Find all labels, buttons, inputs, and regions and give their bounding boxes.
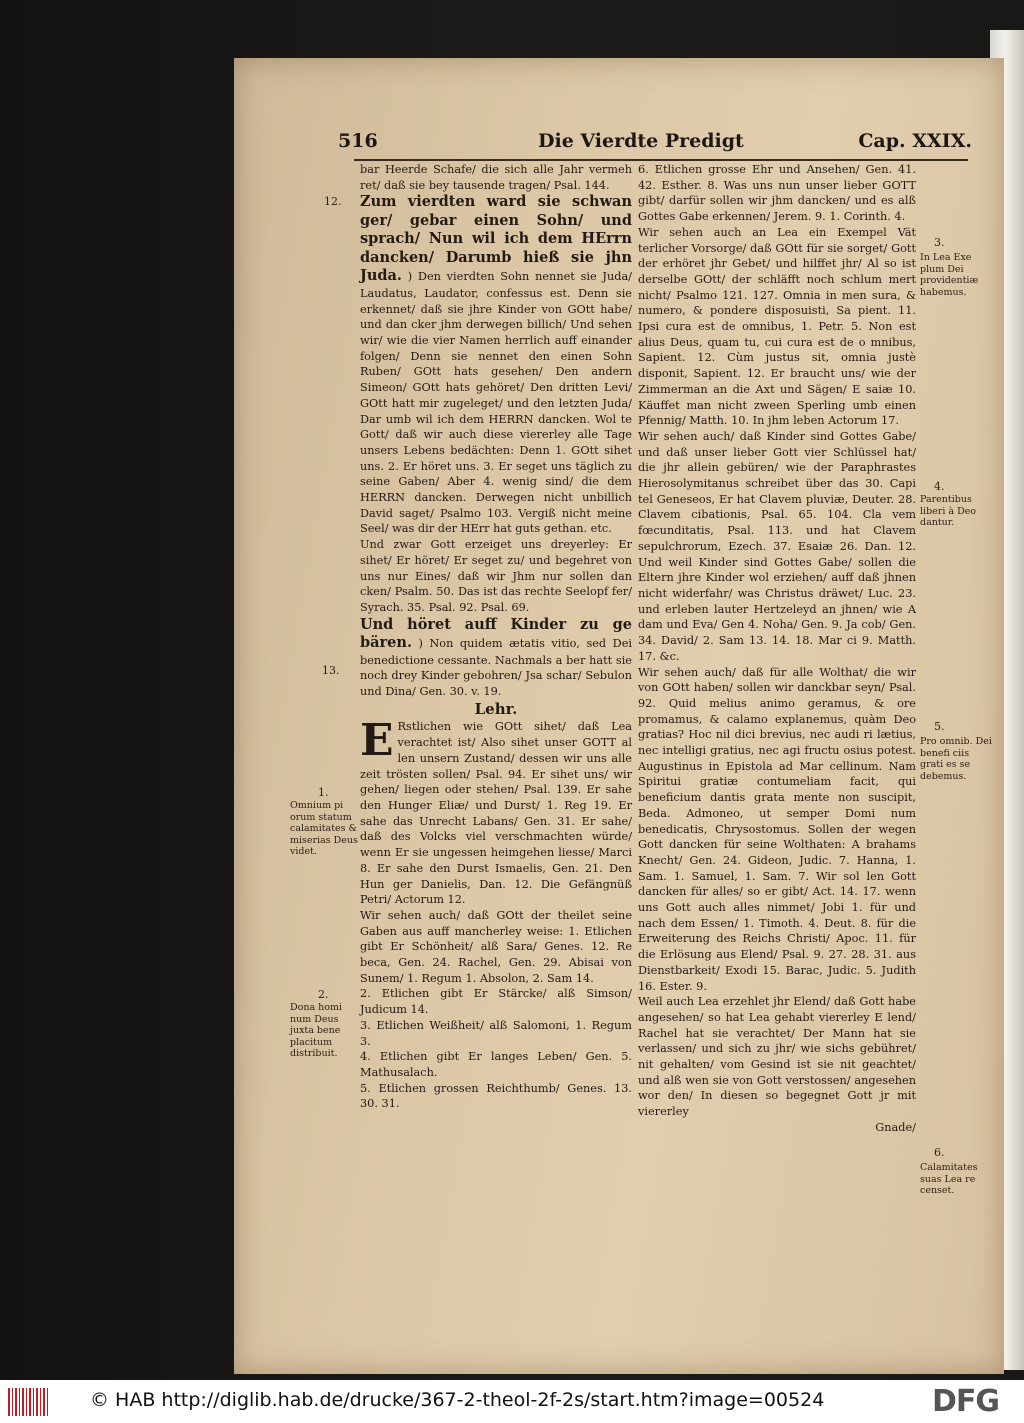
- margin-number-4: 4.: [934, 480, 945, 493]
- margin-number-5: 5.: [934, 720, 945, 733]
- margin-number-3: 3.: [934, 236, 945, 249]
- margin-number-2: 2.: [318, 988, 329, 1001]
- text-column-right: [638, 162, 916, 1136]
- book-page: [234, 58, 1004, 1374]
- dfg-logo: DFG: [932, 1384, 1000, 1419]
- paragraph: bar Heerde Schafe/ die sich alle Jahr vermeh ret/ daß sie bey tausende tragen/ Psal. 144.: [360, 163, 632, 192]
- margin-number-12: 12.: [324, 195, 342, 208]
- paragraph: Wir sehen auch/ daß Kinder sind Gottes Gabe/ und daß unser lieber Gott vier Schlüssel hat/ die jhr allein gebüren/ wie der Paraphrastes Hierosolymitanus schreibet über das 30. Capi tel Geneseos, Er hat Clavem pluviæ, Deuter. 28. Clavem cibationis, Psal. 65. 104. Cla vem fœcunditatis, Psal. 113. und hat Clavem sepulchrorum, Ezech. 37. Esaiæ 26. Dan. 12. Und weil Kinder sind Gottes Gabe/ sollen die Eltern jhre Kinder wol erziehen/ auff daß jhnen nicht widerfahr/ was Christus dräwet/ Luc. 23. und erleben lauter Hertzeleyd an jhnen/ wie A dam und Eva/ Gen 4. Noha/ Gen. 9. Ja cob/ Gen. 34. David/ 2. Sam 13. 14. 18. Mar ci 9. Matth. 17. &c.: [638, 429, 916, 663]
- source-credit-link[interactable]: © HAB http://diglib.hab.de/drucke/367-2-theol-2f-2s/start.htm?image=00524: [90, 1389, 825, 1411]
- header-rule: [354, 159, 968, 161]
- margin-note-3: In Lea Exe plum Dei providentiæ habemus.: [920, 252, 979, 298]
- library-logo: [8, 1388, 50, 1416]
- chapter-label: Cap. XXIX.: [858, 130, 972, 152]
- margin-note-6: Calamitates suas Lea re censet.: [920, 1162, 978, 1196]
- paragraph: Und zwar Gott erzeiget uns dreyerley: Er sihet/ Er höret/ Er seget zu/ und begehret von uns nur Eines/ daß wir Jhm nur sollen dan cken/ Psalm. 50. Das ist das rechte Seelopf fer/ Syrach. 35. Psal. 92. Psal. 69.: [360, 538, 632, 614]
- paragraph: ) Den vierdten Sohn nennet sie Juda/ Laudatus, Laudator, confessus est. Denn sie erkennet/ daß sie jhre Kinder von GOtt habe/ und dan cker jhm derwegen billich/ Und sehen wir/ wie die vier Namen herrlich auff einander folgen/ Denn sie nennet den einen Sohn Ruben/ GOtt hats gesehen/ Den andern Simeon/ GOtt hats gehöret/ Den dritten Levi/ GOtt hatt mir zugeleget/ und den letzten Juda/ Dar umb wil ich dem HERRN dancken. Wol te Gott/ daß wir auch diese viererley alle Tage unsers Lebens bedächten: Denn 1. GOtt sihet uns. 2. Er höret uns. 3. Er seget uns täglich zu seine Gaben/ Aber 4. wenig sind/ die dem HERRN dancken. Derwegen nicht unbillich David saget/ Psalmo 103. Vergiß nicht meine Seel/ was dir der HErr hat guts gethan. etc.: [360, 270, 632, 536]
- margin-note-2: Dona homi num Deus juxta bene placitum distribuit.: [290, 1002, 343, 1059]
- page-number: 516: [338, 130, 378, 152]
- page-header: [338, 130, 972, 156]
- emphasized-verse: Zum vierdten ward sie schwan ger/ gebar einen Sohn/ und sprach/ Nun wil ich dem HErrn dancken/ Darumb hieß sie jhn Juda.: [360, 193, 632, 285]
- drop-cap: E: [360, 715, 394, 767]
- paragraph: Rstlichen wie GOtt sihet/ daß Lea verachtet ist/ Also sihet unser GOTT al len unsern Zustand/ dessen wir uns alle zeit trösten sollen/ Psal. 94. Er sihet uns/ wir gehen/ liegen oder stehen/ Psal. 139. Er sahe den Hunger Eliæ/ und Durst/ 1. Reg 19. Er sahe das Unrecht Labans/ Gen. 31. Er sahe/ daß des Volcks viel verschmachten würde/ wenn Er sie ungessen heimgehen liesse/ Marci 8. Er sahe den Durst Ismaelis, Gen. 21. Den Hun ger Danielis, Dan. 12. Die Gefängnüß Petri/ Actorum 12.: [360, 720, 632, 907]
- emphasized-verse: Und höret auff Kinder zu ge bären.: [360, 615, 632, 652]
- paragraph: Wir sehen auch/ daß für alle Wolthat/ die wir von GOtt haben/ sollen wir danckbar seyn/ Psal. 92. Quid melius animo geramus, & ore promamus, & calamo explanemus, quàm Deo gratias? Hoc nil dici brevius, nec audi ri lætius, nec intelligi gratius, nec agi fructu osius potest. Augustinus in Epistola ad Mar cellinum. Nam Spiritui gratiæ contumeliam facit, qui beneficium dantis grata mente non suscipit, Beda. Admoneo, ut semper Domi num benedicatis, Chrysostomus. Sollen der wegen Gott dancken für seine Wolthaten: A brahams Knecht/ Gen. 24. Gideon, Judic. 7. Hanna, 1. Sam. 1. Samuel, 1. Sam. 7. Wir sol len Gott dancken für alles/ so er gibt/ Act. 14. 17. wenn uns Gott auch alles nimmet/ Jobi 1. für und nach dem Essen/ 1. Timoth. 4. Deut. 8. für die Erweiterung des Reichs Christi/ Apoc. 11. für die Erlösung aus Elend/ Psal. 9. 27. 28. 31. aus Dienstbarkeit/ Exodi 15. Barac, Judic. 5. Judith 16. Ester. 9.: [638, 665, 916, 993]
- catchword: Gnade/: [875, 1120, 916, 1134]
- text-column-left: [360, 162, 632, 1112]
- margin-note-4: Parentibus liberi à Deo dantur.: [920, 494, 977, 528]
- paragraph: 4. Etlichen gibt Er langes Leben/ Gen. 5. Mathusalach.: [360, 1050, 632, 1079]
- margin-number-13: 13.: [322, 664, 340, 677]
- paragraph: 3. Etlichen Weißheit/ alß Salomoni, 1. Regum 3.: [360, 1018, 632, 1048]
- paragraph: 5. Etlichen grossen Reichthumb/ Genes. 13. 30. 31.: [360, 1081, 632, 1111]
- footer-bar: [0, 1380, 1024, 1423]
- paragraph: Weil auch Lea erzehlet jhr Elend/ daß Gott habe angesehen/ so hat Lea gehabt viererley E lend/ Rachel hat sie verachtet/ Der Mann hat sie verlassen/ und sich zu jhr/ wie sichs gebühret/ nit gehalten/ vom Gesind ist sie nit geachtet/ und alß wen sie von Gott verstossen/ angesehen wor den/ In diesen so begegnet Gott jr mit viererley: [638, 995, 916, 1119]
- margin-number-6: 6.: [934, 1146, 945, 1159]
- paragraph: Wir sehen auch/ daß GOtt der theilet seine Gaben aus auff mancherley weise: 1. Etlichen gibt Er Schönheit/ alß Sara/ Genes. 12. Re beca, Gen. 24. Rachel, Gen. 29. Abisai von Sunem/ 1. Regum 1. Absolon, 2. Sam 14.: [360, 908, 632, 985]
- paragraph: 6. Etlichen grosse Ehr und Ansehen/ Gen. 41. 42. Esther. 8. Was uns nun unser lieber GOTT gibt/ darfür sollen wir jhm dancken/ und es alß Gottes Gabe erkennen/ Jerem. 9. 1. Corinth. 4.: [638, 163, 916, 224]
- section-heading: Lehr.: [474, 699, 518, 718]
- margin-number-1: 1.: [318, 786, 329, 799]
- paragraph: ) Non quidem ætatis vitio, sed Dei benedictione cessante. Nachmals a ber hatt sie noch drey Kinder gebohren/ Jsa schar/ Sebulon und Dina/ Gen. 30. v. 19.: [360, 637, 633, 699]
- paragraph: Wir sehen auch an Lea ein Exempel Vät terlicher Vorsorge/ daß GOtt für sie sorget/ Gott der erhöret jhr Gebet/ und hilffet jhr/ Al so ist derselbe GOtt/ der schläfft noch schlum mert nicht/ Psalmo 121. 127. Omnia in men sura, & numero, & pondere disposuisti, Sa pient. 11. Ipsi cura est de omnibus, 1. Petr. 5. Non est alius Deus, quam tu, cui cura est de o mnibus, Sapient. 12. Cùm justus sit, omnia justè disponit, Sapient. 12. Er braucht uns/ wie der Zimmerman an die Axt und Sägen/ E saiæ 10. Käuffet man nicht zween Sperling umb einen Pfennig/ Matth. 10. In jhm leben Actorum 17.: [638, 225, 916, 428]
- paragraph: 2. Etlichen gibt Er Stärcke/ alß Simson/ Judicum 14.: [360, 987, 632, 1017]
- running-title: Die Vierdte Predigt: [538, 130, 744, 152]
- margin-note-1: Omnium pi orum statum calamitates & miserias Deus videt.: [290, 800, 358, 857]
- margin-note-5: Pro omnib. Dei benefi ciis grati es se debemus.: [920, 736, 992, 782]
